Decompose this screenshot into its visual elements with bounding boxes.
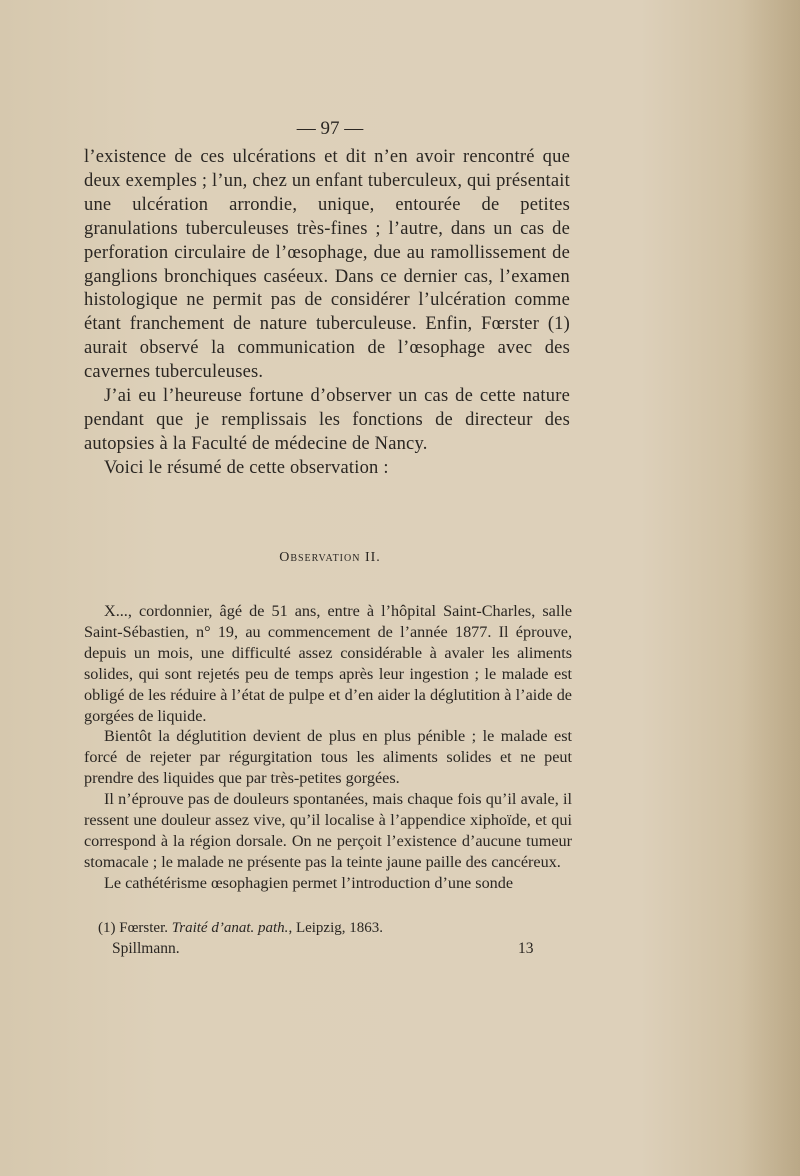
paragraph: J’ai eu l’heureuse fortune d’observer un cas de cette nature pendant que je remplissais les fonctions de directeur des autopsies à la Faculté de médecine de Nancy.: [84, 386, 570, 454]
footnote: (1) Fœrster. Traité d’anat. path., Leipzig, 1863.: [98, 920, 384, 936]
main-text: [84, 146, 570, 481]
observation-paragraph: X..., cordonnier, âgé de 51 ans, entre à l’hôpital Saint-Charles, salle Saint-Sébastien, n° 19, au commencement de l’année 1877. Il éprouve, depuis un mois, une difficulté assez considérable à avaler les aliments solides, qui sont rejetés peu de temps après leur ingestion ; le malade est obligé de les réduire à l’état de pulpe et d’en aider la déglutition à l’aide de gorgées de liquide.: [84, 602, 572, 725]
page-number: — 97 —: [296, 118, 364, 139]
footnote-rest: Leipzig, 1863.: [295, 920, 384, 936]
footnote-marker: (1) Fœrster.: [98, 920, 168, 936]
observation-text: [84, 601, 572, 894]
footnote-title: Traité d’anat. path.: [171, 920, 289, 936]
observation-paragraph: Le cathétérisme œsophagien permet l’introduction d’une sonde: [104, 873, 514, 892]
observation-paragraph: Bientôt la déglutition devient de plus en plus pénible ; le malade est forcé de rejeter par régurgitation tous les aliments solides et ne peut prendre des liquides que par très-petites gorgées.: [84, 727, 572, 788]
sheet-number: 13: [518, 940, 534, 957]
observation-paragraph: Il n’éprouve pas de douleurs spontanées, mais chaque fois qu’il avale, il ressent une douleur assez vive, qu’il localise à l’appendice xiphoïde, et qui correspond à la région dorsale. On ne perçoit l’existence d’aucune tumeur stomacale ; le malade ne présente pas la teinte jaune paille des cancéreux.: [84, 790, 572, 871]
paragraph: l’existence de ces ulcérations et dit n’en avoir rencontré que deux exemples ; l’un, chez un enfant tuberculeux, qui présentait une ulcération arrondie, unique, entourée de petites granulations tuberculeuses très-fines ; l’autre, dans un cas de perforation circulaire de l’œsophage, due au ramollissement de ganglions bronchiques caséeux. Dans ce dernier cas, l’examen histologique ne permit pas de considérer l’ulcération comme étant franchement de nature tuberculeuse. Enfin, Fœrster (1) aurait observé la communication de l’œsophage avec des cavernes tuberculeuses.: [84, 147, 570, 383]
observation-heading: Observation II.: [279, 550, 381, 565]
signature-mark: Spillmann.: [112, 940, 180, 957]
paragraph: Voici le résumé de cette observation :: [104, 457, 389, 478]
page-edge-shading: [740, 0, 800, 1176]
